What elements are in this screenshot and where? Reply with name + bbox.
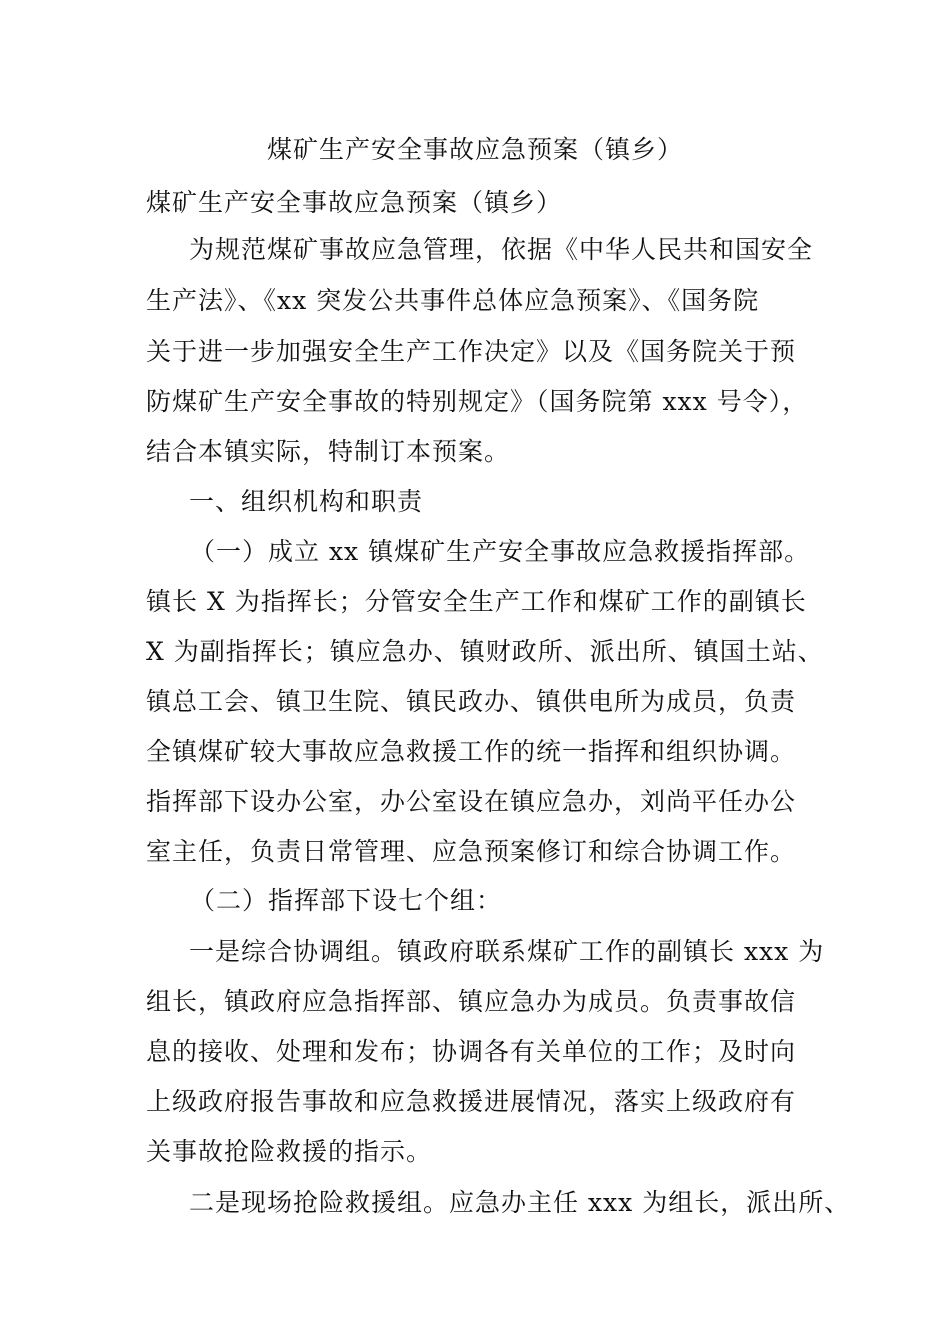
paragraph-line: 为规范煤矿事故应急管理，依据《中华人民共和国安全 [189,235,814,264]
paragraph-line: 生产法》、《xx 突发公共事件总体应急预案》、《国务院 [146,286,760,315]
paragraph-line: （一）成立 xx 镇煤矿生产安全事故应急救援指挥部。 [190,537,811,566]
paragraph-line: 息的接收、处理和发布；协调各有关单位的工作；及时向 [146,1037,797,1066]
paragraph-line: X 为副指挥长；镇应急办、镇财政所、派出所、镇国土站、 [146,637,824,666]
paragraph-line: 关于进一步加强安全生产工作决定》以及《国务院关于预 [146,337,797,366]
paragraph-line: 关事故抢险救援的指示。 [146,1137,433,1166]
paragraph-line: 上级政府报告事故和应急救援进展情况，落实上级政府有 [146,1087,797,1116]
paragraph-line: 镇总工会、镇卫生院、镇民政办、镇供电所为成员，负责 [146,687,797,716]
paragraph-line: 室主任，负责日常管理、应急预案修订和综合协调工作。 [146,837,797,866]
paragraph-line: 镇长 X 为指挥长；分管安全生产工作和煤矿工作的副镇长 [146,587,807,616]
paragraph-line: 一是综合协调组。镇政府联系煤矿工作的副镇长 xxx 为 [189,937,825,966]
paragraph-line: 二是现场抢险救援组。应急办主任 xxx 为组长，派出所、 [189,1188,851,1217]
paragraph-line: 防煤矿生产安全事故的特别规定》（国务院第 xxx 号令）， [146,387,809,416]
section-heading: 一、组织机构和职责 [189,487,424,516]
subtitle-line: 煤矿生产安全事故应急预案（镇乡） [146,188,563,217]
paragraph-line: 结合本镇实际，特制订本预案。 [146,437,511,466]
paragraph-line: 指挥部下设办公室，办公室设在镇应急办，刘尚平任办公 [146,787,797,816]
paragraph-line: 组长，镇政府应急指挥部、镇应急办为成员。负责事故信 [146,987,797,1016]
document-title: 煤矿生产安全事故应急预案（镇乡） [266,135,683,164]
subsection-heading: （二）指挥部下设七个组： [190,886,503,915]
paragraph-line: 全镇煤矿较大事故应急救援工作的统一指挥和组织协调。 [146,737,797,766]
